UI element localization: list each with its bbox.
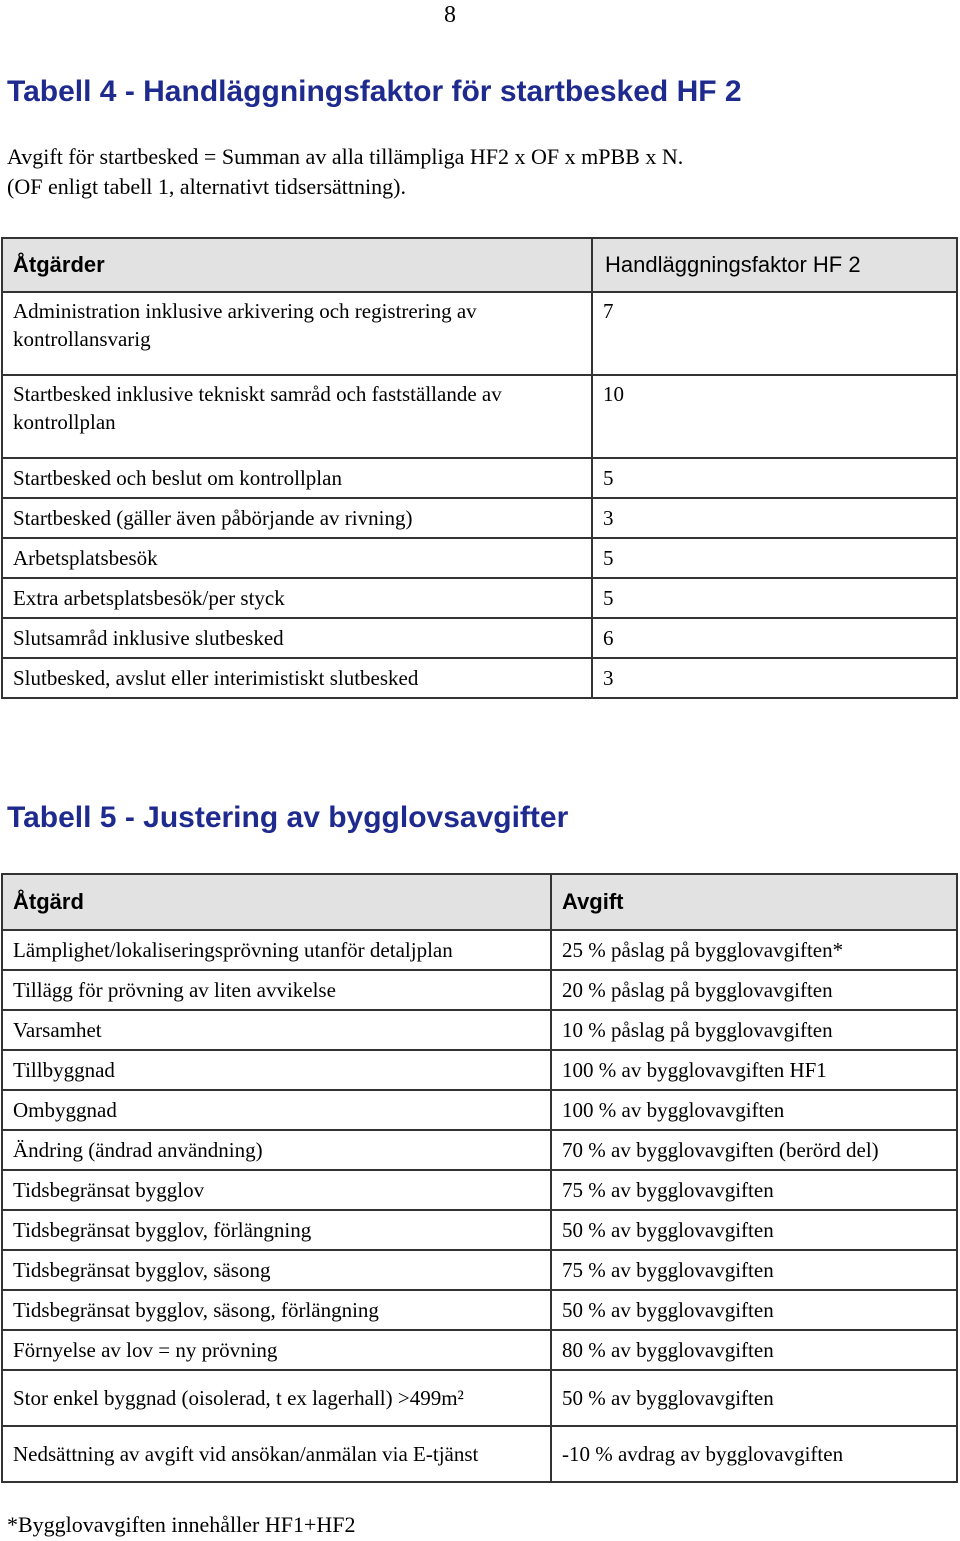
table-row [2,578,957,618]
table-row [2,970,957,1010]
intro-line-2: (OF enligt tabell 1, alternativt tidsersättning). [7,174,406,199]
table4-action: Startbesked (gäller även påbörjande av rivning) [2,498,592,538]
table4-header-factor: Handläggningsfaktor HF 2 [592,238,957,292]
table4-title: Tabell 4 - Handläggningsfaktor för startbesked HF 2 [7,75,742,108]
table5-action: Lämplighet/lokaliseringsprövning utanför detaljplan [2,930,551,970]
table5-fee: 50 % av bygglovavgiften [551,1290,957,1330]
table-row [2,1170,957,1210]
table-row [2,538,957,578]
table-row [2,930,957,970]
table4-factor: 7 [592,292,957,375]
table4-action: Startbesked inklusive tekniskt samråd och fastställande av kontrollplan [2,375,592,458]
table-row [2,1090,957,1130]
table4 [1,237,958,699]
table4-action: Startbesked och beslut om kontrollplan [2,458,592,498]
table5-action: Ändring (ändrad användning) [2,1130,551,1170]
table5-title: Tabell 5 - Justering av bygglovsavgifter [7,801,569,834]
table4-action: Extra arbetsplatsbesök/per styck [2,578,592,618]
table-row [2,658,957,698]
table-row [2,458,957,498]
table-row [2,292,957,375]
table4-factor: 5 [592,458,957,498]
table5-fee: 100 % av bygglovavgiften [551,1090,957,1130]
intro-line-1: Avgift för startbesked = Summan av alla tillämpliga HF2 x OF x mPBB x N. [7,144,684,169]
table4-factor: 10 [592,375,957,458]
table5-fee: 50 % av bygglovavgiften [551,1370,957,1426]
table4-factor: 3 [592,658,957,698]
table4-intro [7,142,683,202]
table4-action: Slutbesked, avslut eller interimistiskt slutbesked [2,658,592,698]
table-row [2,1130,957,1170]
table5-action: Tidsbegränsat bygglov, förlängning [2,1210,551,1250]
table5-fee: 75 % av bygglovavgiften [551,1250,957,1290]
table5-action: Tillägg för prövning av liten avvikelse [2,970,551,1010]
table5-fee: 10 % påslag på bygglovavgiften [551,1010,957,1050]
table4-factor: 6 [592,618,957,658]
table4-factor: 5 [592,578,957,618]
table-row [2,1426,957,1482]
table-row [2,1050,957,1090]
table5-footnote: *Bygglovavgiften innehåller HF1+HF2 [7,1512,356,1537]
table5-action: Nedsättning av avgift vid ansökan/anmälan via E-tjänst [2,1426,551,1482]
table5-fee: 80 % av bygglovavgiften [551,1330,957,1370]
table4-action: Administration inklusive arkivering och registrering av kontrollansvarig [2,292,592,375]
table5-action: Ombyggnad [2,1090,551,1130]
table5-action: Varsamhet [2,1010,551,1050]
table4-header-action: Åtgärder [2,238,592,292]
table5-fee: 50 % av bygglovavgiften [551,1210,957,1250]
table4-action: Arbetsplatsbesök [2,538,592,578]
table5-action: Tidsbegränsat bygglov, säsong, förlängning [2,1290,551,1330]
table-row [2,375,957,458]
table-row [2,1010,957,1050]
table5-action: Tidsbegränsat bygglov [2,1170,551,1210]
table5-action: Förnyelse av lov = ny prövning [2,1330,551,1370]
table5-action: Tillbyggnad [2,1050,551,1090]
table5-fee: -10 % avdrag av bygglovavgiften [551,1426,957,1482]
table-row [2,1290,957,1330]
table4-factor: 5 [592,538,957,578]
table5-fee: 25 % påslag på bygglovavgiften* [551,930,957,970]
table4-header-row [2,238,957,292]
table5-header-action: Åtgärd [2,874,551,930]
table5-fee: 20 % påslag på bygglovavgiften [551,970,957,1010]
table5-fee: 75 % av bygglovavgiften [551,1170,957,1210]
table4-action: Slutsamråd inklusive slutbesked [2,618,592,658]
table-row [2,498,957,538]
table-row [2,1210,957,1250]
table5-header-fee: Avgift [551,874,957,930]
table5 [1,873,958,1483]
table4-factor: 3 [592,498,957,538]
table5-action: Stor enkel byggnad (oisolerad, t ex lagerhall) >499m² [2,1370,551,1426]
table-row [2,1370,957,1426]
page-number: 8 [444,2,456,28]
table5-header-row [2,874,957,930]
table5-action: Tidsbegränsat bygglov, säsong [2,1250,551,1290]
table-row [2,618,957,658]
table-row [2,1330,957,1370]
table5-fee: 100 % av bygglovavgiften HF1 [551,1050,957,1090]
table5-fee: 70 % av bygglovavgiften (berörd del) [551,1130,957,1170]
table-row [2,1250,957,1290]
